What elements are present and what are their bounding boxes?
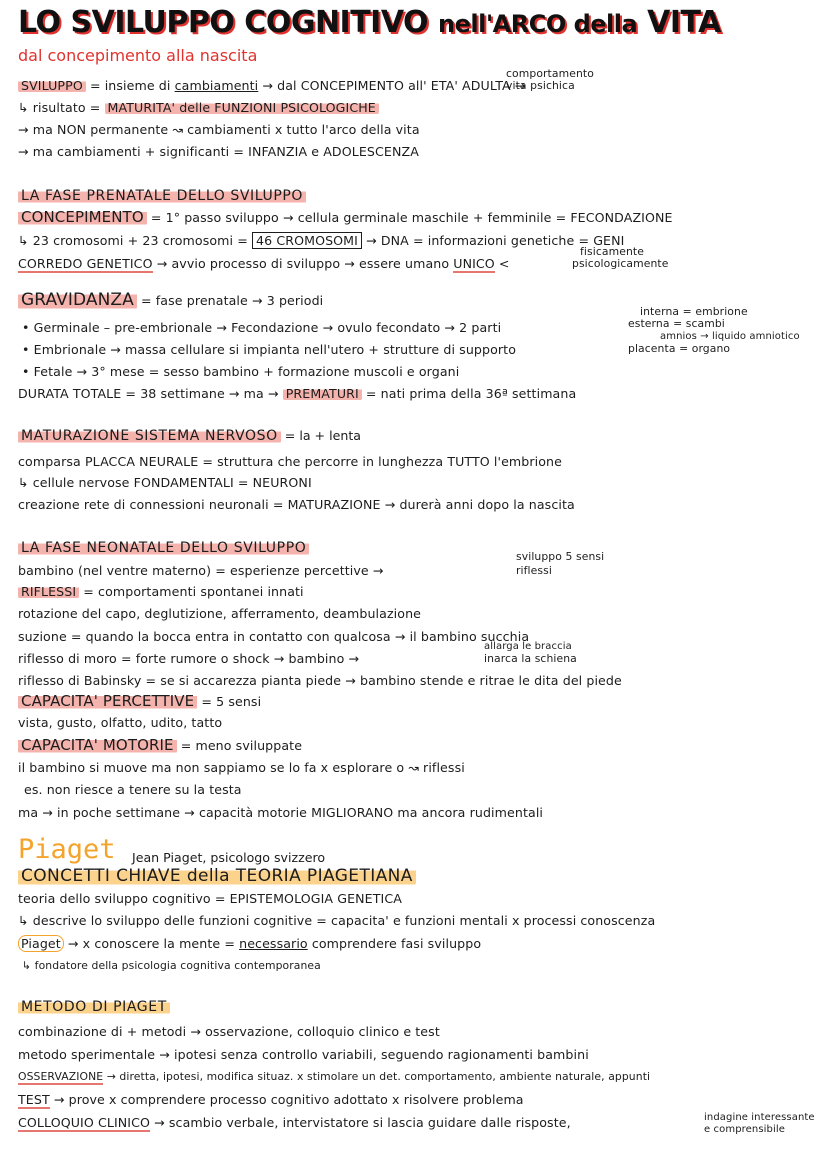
intro-line-1-text-a: = insieme di — [85, 78, 175, 93]
maturazione-header-rest: = la + lenta — [280, 428, 361, 443]
moro-branch-top: allarga le braccia — [484, 641, 572, 652]
maturazione-header-line — [18, 426, 361, 446]
parti-esterna: esterna = scambi — [628, 317, 725, 330]
sviluppo-term: SVILUPPO — [18, 78, 86, 93]
piaget-heading: Piaget — [18, 834, 116, 865]
concepimento-text: = 1° passo sviluppo → cellula germinale maschile + femminile = FECONDAZIONE — [146, 210, 673, 225]
intro-line-2-prefix: ↳ risultato = — [18, 100, 105, 115]
title-part-b: nell'ARCO della — [438, 10, 638, 38]
durata-text-b: = nati prima della 36ª settimana — [361, 386, 577, 401]
unico-term: UNICO — [453, 256, 495, 271]
colloquio-term: COLLOQUIO CLINICO — [18, 1115, 151, 1130]
osservazione-text: → diretta, ipotesi, modifica situaz. x stimolare un det. comportamento, ambiente naturale, appunti — [103, 1070, 651, 1083]
colloquio-branch-top: indagine interessante — [704, 1112, 815, 1123]
cromosomi-box: 46 CROMOSOMI — [252, 232, 362, 249]
maturazione-line-1: comparsa PLACCA NEURALE = struttura che percorre in lunghezza TUTTO l'embrione — [18, 454, 562, 469]
corredo-branch-bottom: psicologicamente — [572, 257, 669, 270]
maturazione-header: MATURAZIONE SISTEMA NERVOSO — [18, 428, 281, 444]
fetale-line: • Fetale → 3° mese = sesso bambino + formazione muscoli e organi — [22, 364, 460, 379]
embrionale-line: • Embrionale → massa cellulare si impianta nell'utero + strutture di supporto — [22, 342, 517, 357]
osservazione-line — [18, 1071, 650, 1083]
page-subtitle: dal concepimento alla nascita — [18, 46, 258, 65]
neonatale-branch-bottom: riflessi — [516, 564, 552, 577]
intro-line-2 — [18, 100, 379, 116]
intro-line-3: → ma NON permanente ↝ cambiamenti x tutto l'arco della vita — [18, 122, 420, 137]
corredo-term: CORREDO GENETICO — [18, 256, 153, 271]
prenatale-header-text: LA FASE PRENATALE DELLO SVILUPPO — [18, 188, 306, 204]
maturazione-line-3: creazione rete di connessioni neuronali = MATURAZIONE → durerà anni dopo la nascita — [18, 497, 575, 512]
durata-line — [18, 386, 576, 402]
neonatale-header-text: LA FASE NEONATALE DELLO SVILUPPO — [18, 540, 309, 556]
piaget-line-3-text-b: comprendere fasi sviluppo — [307, 936, 482, 951]
piaget-line-1: teoria dello sviluppo cognitivo = EPISTEMOLOGIA GENETICA — [18, 891, 402, 906]
intro-line-1 — [18, 78, 526, 94]
title-part-c: VITA — [647, 5, 721, 40]
maturazione-line-2: ↳ cellule nervose FONDAMENTALI = NEURONI — [18, 475, 312, 490]
corredo-text: → avvio processo di sviluppo → essere umano — [152, 256, 454, 271]
motorie-line — [18, 737, 302, 754]
metodo-line-1: combinazione di + metodi → osservazione, colloquio clinico e test — [18, 1024, 440, 1039]
cromosomi-text-a: ↳ 23 cromosomi + 23 cromosomi = — [18, 233, 253, 248]
motorie-line-3: ma → in poche settimane → capacità motorie MIGLIORANO ma ancora rudimentali — [18, 805, 544, 820]
concetti-header — [18, 866, 416, 886]
intro-branch-bottom: vita psichica — [506, 79, 575, 92]
concetti-header-text: CONCETTI CHIAVE della TEORIA PIAGETIANA — [18, 866, 416, 886]
motorie-text: = meno sviluppate — [176, 738, 303, 753]
title-part-a: LO SVILUPPO COGNITIVO — [18, 5, 429, 40]
prematuri-term: PREMATURI — [283, 386, 362, 401]
test-text: → prove x comprendere processo cognitivo adottato x risolvere problema — [49, 1092, 524, 1107]
riflessi-term: RIFLESSI — [18, 584, 79, 599]
riflessi-text: = comportamenti spontanei innati — [79, 584, 304, 599]
motorie-term: CAPACITA' MOTORIE — [18, 736, 177, 754]
gravidanza-line — [18, 292, 323, 309]
colloquio-branch-bottom: e comprensibile — [704, 1124, 785, 1135]
motorie-line-2: es. non riesce a tenere su la testa — [24, 782, 242, 797]
percettive-line — [18, 693, 261, 710]
necessario-term: necessario — [239, 936, 308, 951]
intro-branch-top: comportamento — [506, 67, 594, 80]
neonatale-line-1: bambino (nel ventre materno) = esperienze percettive → — [18, 563, 384, 578]
piaget-who: Jean Piaget, psicologo svizzero — [132, 850, 326, 865]
page-title — [18, 4, 721, 43]
corredo-branch-top: fisicamente — [580, 245, 644, 258]
concepimento-term: CONCEPIMENTO — [18, 208, 147, 226]
riflessi-line — [18, 584, 304, 600]
sensi-line: vista, gusto, olfatto, udito, tatto — [18, 715, 223, 730]
percettive-term: CAPACITA' PERCETTIVE — [18, 692, 197, 710]
intro-line-4: → ma cambiamenti + significanti = INFANZIA e ADOLESCENZA — [18, 144, 419, 159]
piaget-circled-name: Piaget — [18, 935, 64, 952]
colloquio-text: → scambio verbale, intervistatore si lascia guidare dalle risposte, — [150, 1115, 571, 1130]
test-term: TEST — [18, 1092, 50, 1107]
corredo-line — [18, 256, 510, 272]
gravidanza-term: GRAVIDANZA — [18, 290, 137, 310]
neonatale-branch-top: sviluppo 5 sensi — [516, 550, 605, 563]
durata-text-a: DURATA TOTALE = 38 settimane → ma → — [18, 386, 283, 401]
metodo-header-text: METODO DI PIAGET — [18, 999, 170, 1015]
intro-line-1-text-b: → dal CONCEPIMENTO all' ETA' ADULTA → — [258, 78, 526, 93]
percettive-text: = 5 sensi — [197, 694, 262, 709]
section-prenatale-header — [18, 186, 306, 206]
piaget-line-3 — [18, 936, 481, 952]
riflessi-list: rotazione del capo, deglutizione, afferramento, deambulazione — [18, 606, 421, 621]
cambiamenti-term: cambiamenti — [174, 78, 259, 93]
corredo-branch-arrow: < — [494, 256, 510, 271]
cromosomi-line — [18, 233, 624, 249]
metodo-header — [18, 997, 170, 1017]
osservazione-term: OSSERVAZIONE — [18, 1070, 104, 1083]
gravidanza-text: = fase prenatale → 3 periodi — [136, 293, 324, 308]
motorie-line-1: il bambino si muove ma non sappiamo se lo fa x esplorare o ↝ riflessi — [18, 760, 465, 775]
section-neonatale-header — [18, 538, 309, 558]
moro-branch-bottom: inarca la schiena — [484, 652, 577, 665]
colloquio-line — [18, 1115, 571, 1131]
maturita-highlight: MATURITA' delle FUNZIONI PSICOLOGICHE — [105, 100, 379, 115]
piaget-line-2: ↳ descrive lo sviluppo delle funzioni cognitive = capacita' e funzioni mentali x processi conoscenza — [18, 913, 656, 928]
test-line — [18, 1092, 524, 1108]
piaget-line-4: ↳ fondatore della psicologia cognitiva contemporanea — [22, 959, 321, 972]
moro-line: riflesso di moro = forte rumore o shock → bambino → — [18, 651, 360, 666]
parti-amnios: amnios → liquido amniotico — [660, 331, 800, 342]
babinsky-line: riflesso di Babinsky = se si accarezza pianta piede → bambino stende e ritrae le dita del piede — [18, 673, 622, 688]
parti-interna: interna = embrione — [640, 305, 748, 318]
metodo-line-2: metodo sperimentale → ipotesi senza controllo variabili, seguendo ragionamenti bambini — [18, 1047, 589, 1062]
piaget-line-3-text-a: → x conoscere la mente = — [63, 936, 240, 951]
parti-placenta: placenta = organo — [628, 342, 731, 355]
suzione-line: suzione = quando la bocca entra in contatto con qualcosa → il bambino succhia — [18, 629, 530, 644]
concepimento-line — [18, 209, 673, 226]
germinale-line: • Germinale – pre-embrionale → Fecondazione → ovulo fecondato → 2 parti — [22, 320, 502, 335]
cromosomi-text-b: → DNA = informazioni genetiche = GENI — [361, 233, 625, 248]
